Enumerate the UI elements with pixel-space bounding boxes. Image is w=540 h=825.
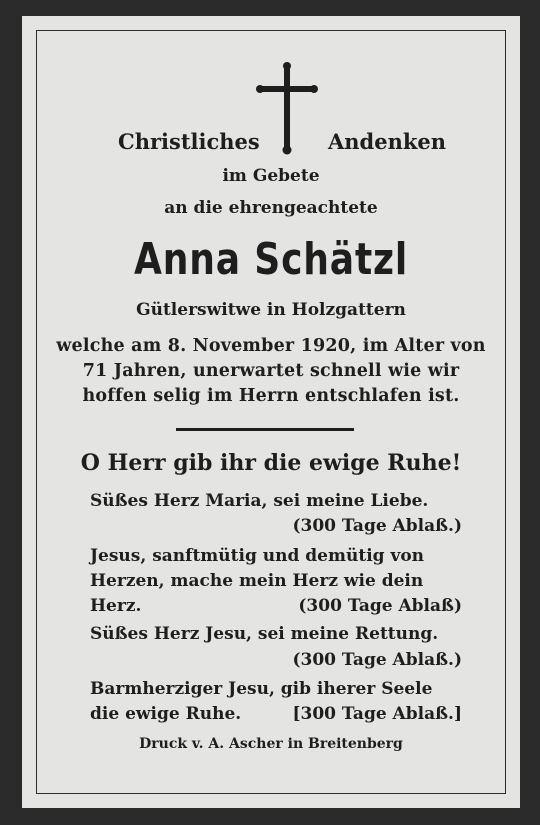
cross-icon bbox=[255, 62, 319, 156]
body-line1: welche am 8. November 1920, im Alter von bbox=[56, 336, 486, 356]
heading-line2: im Gebete bbox=[222, 166, 320, 186]
heading-right: Andenken bbox=[328, 129, 447, 154]
prayer-4-line1: Barmherziger Jesu, gib iherer Seele bbox=[90, 679, 433, 699]
printer-imprint: Druck v. A. Ascher in Breitenberg bbox=[139, 736, 403, 752]
prayer-title: O Herr gib ihr die ewige Ruhe! bbox=[80, 450, 462, 476]
memorial-card bbox=[22, 16, 520, 808]
deceased-occupation: Gütlerswitwe in Holzgattern bbox=[136, 300, 406, 320]
prayer-1-indulgence: (300 Tage Ablaß.) bbox=[292, 516, 462, 536]
prayer-4-indulgence: [300 Tage Ablaß.] bbox=[292, 704, 462, 724]
divider-rule bbox=[176, 428, 354, 431]
deceased-name: Anna Schätzl bbox=[133, 234, 409, 285]
heading-left: Christliches bbox=[118, 129, 260, 154]
prayer-1-line1: Süßes Herz Maria, sei meine Liebe. bbox=[90, 491, 429, 511]
prayer-3-line1: Süßes Herz Jesu, sei meine Rettung. bbox=[90, 624, 439, 644]
prayer-2-line3: Herz. bbox=[90, 596, 142, 616]
prayer-3-indulgence: (300 Tage Ablaß.) bbox=[292, 650, 462, 670]
body-line2: 71 Jahren, unerwartet schnell wie wir bbox=[82, 361, 460, 381]
prayer-2-line1: Jesus, sanftmütig und demütig von bbox=[90, 546, 425, 566]
prayer-4-line2: die ewige Ruhe. bbox=[90, 704, 242, 724]
body-line3: hoffen selig im Herrn entschlafen ist. bbox=[82, 386, 460, 406]
heading-line3: an die ehrengeachtete bbox=[164, 198, 378, 218]
prayer-2-line2: Herzen, mache mein Herz wie dein bbox=[90, 571, 424, 591]
prayer-2-indulgence: (300 Tage Ablaß) bbox=[298, 596, 462, 616]
